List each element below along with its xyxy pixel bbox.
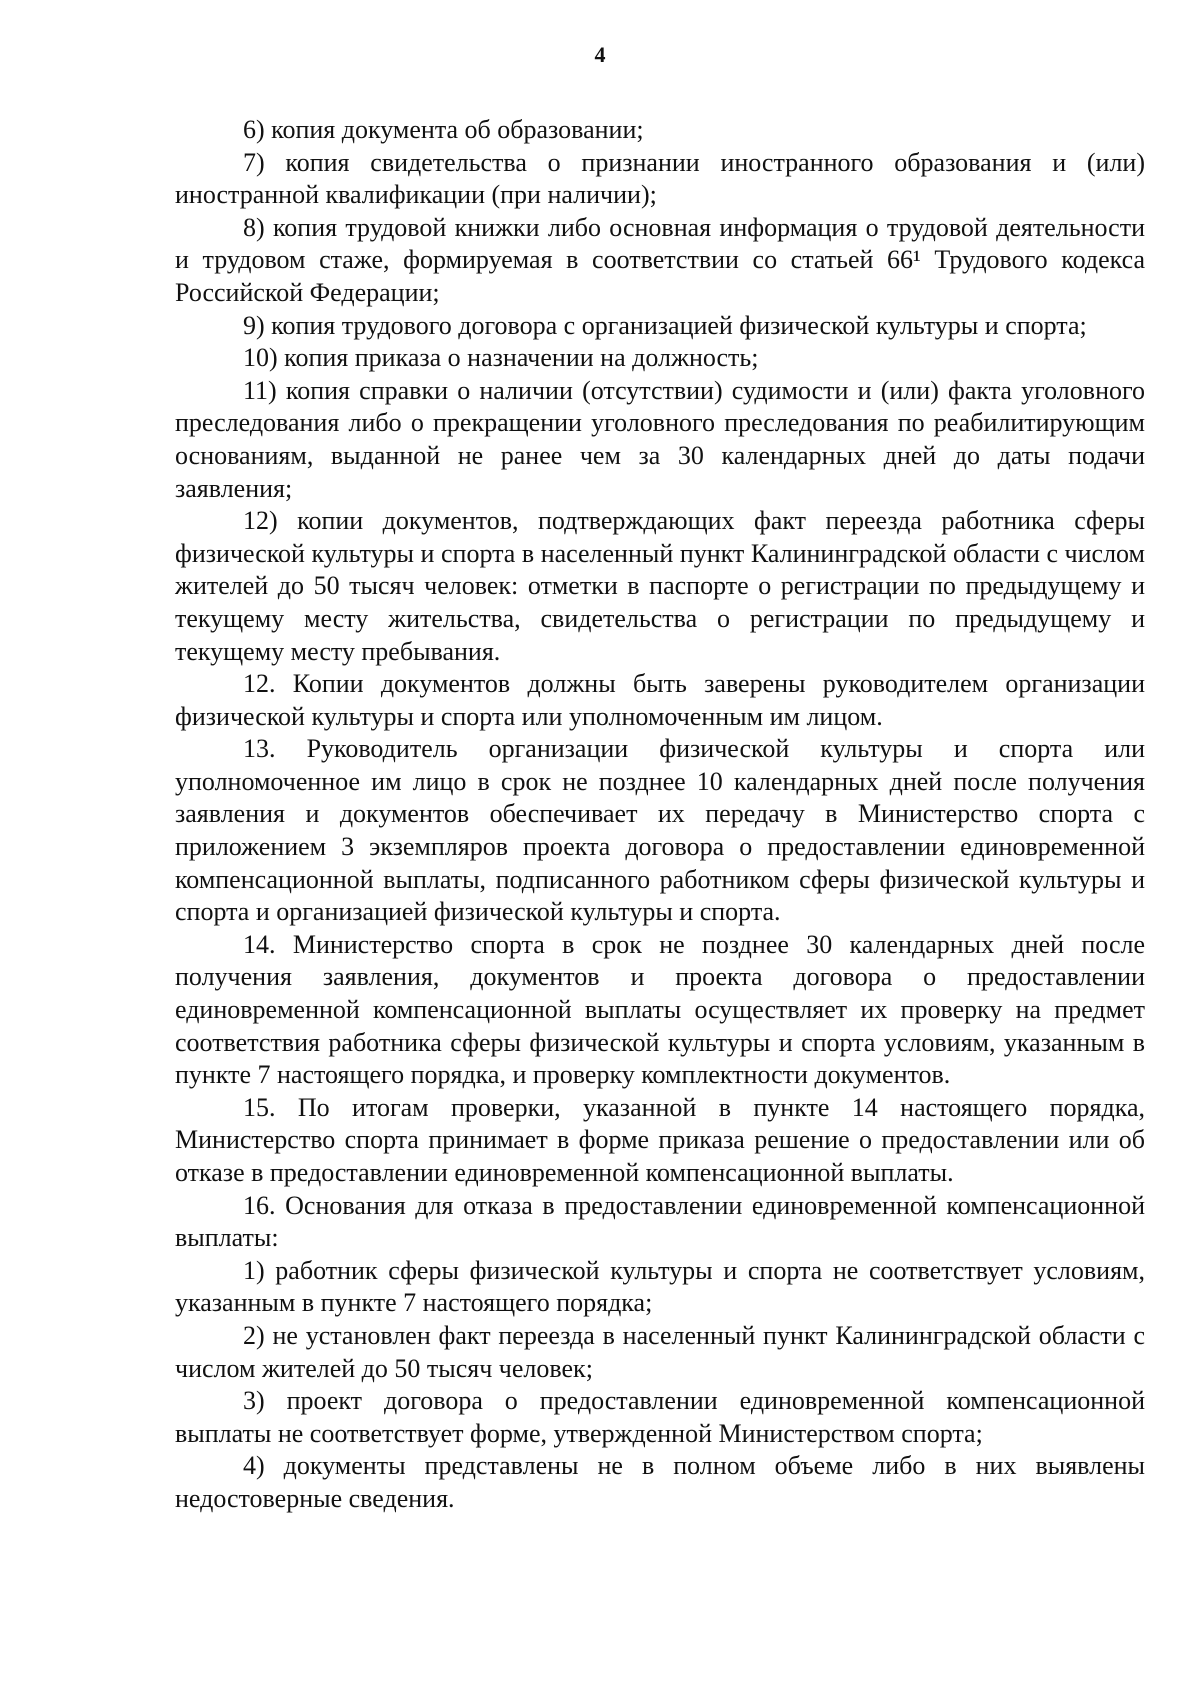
paragraph: 13. Руководитель организации физической культуры и спорта или уполномоченное им лицо в срок не позднее 10 календарных дней после получения заявления и документов обеспечивает их передачу в Министерство спорта с приложением 3 экземпляров проекта договора о предоставлении единовременной компенсационной выплаты, подписанного работником сферы физической культуры и спорта и организацией физической культуры и спорта. xyxy=(175,734,1145,927)
paragraph: 15. По итогам проверки, указанной в пункте 14 настоящего порядка, Министерство спорта принимает в форме приказа решение о предоставлении или об отказе в предоставлении единовременной компенсационной выплаты. xyxy=(175,1092,1145,1187)
list-item: 1) работник сферы физической культуры и спорта не соответствует условиям, указанным в пункте 7 настоящего порядка; xyxy=(175,1255,1145,1318)
list-item: 4) документы представлены не в полном объеме либо в них выявлены недостоверные сведения. xyxy=(175,1451,1145,1513)
list-item: 3) проект договора о предоставлении единовременной компенсационной выплаты не соответствует форме, утвержденной Министерством спорта; xyxy=(175,1386,1145,1448)
list-item: 9) копия трудового договора с организацией физической культуры и спорта; xyxy=(243,310,1087,340)
paragraph: 12. Копии документов должны быть заверены руководителем организации физической культуры и спорта или уполномоченным им лицом. xyxy=(175,669,1145,731)
paragraph: 16. Основания для отказа в предоставлении единовременной компенсационной выплаты: xyxy=(175,1190,1145,1253)
list-item: 6) копия документа об образовании; xyxy=(243,115,644,144)
list-item: 12) копии документов, подтверждающих факт переезда работника сферы физической культуры и спорта в населенный пункт Калининградской области с числом жителей до 50 тысяч человек: отметки в паспорте о регистрации по предыдущему и текущему месту жительства, свидетельства о регистрации по предыдущему и текущему месту пребывания. xyxy=(175,506,1145,666)
paragraph: 14. Министерство спорта в срок не позднее 30 календарных дней после получения заявления, документов и проекта договора о предоставлении единовременной компенсационной выплаты осуществляет их проверку на предмет соответствия работника сферы физической культуры и спорта условиям, указанным в пункте 7 настоящего порядка, и проверку комплектности документов. xyxy=(175,929,1145,1090)
list-item: 8) копия трудовой книжки либо основная информация о трудовой деятельности и трудовом стаже, формируемая в соответствии со статьей 66¹ Трудового кодекса Российской Федерации; xyxy=(175,212,1145,307)
document-body xyxy=(175,114,1145,1516)
list-item: 7) копия свидетельства о признании иностранного образования и (или) иностранной квалификации (при наличии); xyxy=(175,147,1145,210)
page-number: 4 xyxy=(594,42,606,67)
list-item: 10) копия приказа о назначении на должность; xyxy=(243,343,759,373)
list-item: 11) копия справки о наличии (отсутствии) судимости и (или) факта уголовного преследования либо о прекращении уголовного преследования по реабилитирующим основаниям, выданной не ранее чем за 30 календарных дней до даты подачи заявления; xyxy=(175,375,1145,503)
list-item: 2) не установлен факт переезда в населенный пункт Калининградской области с числом жителей до 50 тысяч человек; xyxy=(175,1320,1145,1383)
